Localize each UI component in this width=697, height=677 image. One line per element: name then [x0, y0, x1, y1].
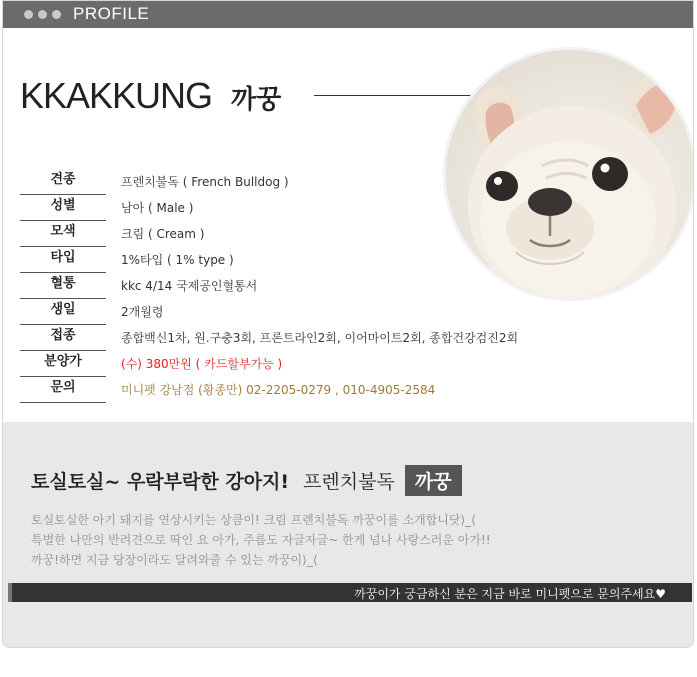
info-label: 문의	[20, 377, 106, 403]
dog-name-english: KKAKKUNG	[20, 75, 213, 116]
promo-line: 까꿍!하면 지금 당장이라도 달려와줄 수 있는 까꿍이⟩_⟨	[31, 553, 318, 567]
info-value: 2개월령	[121, 305, 164, 319]
info-row-type	[20, 247, 620, 273]
info-row-breed	[20, 169, 620, 195]
info-label: 분양가	[20, 351, 106, 377]
info-row-vaccination	[20, 325, 620, 351]
promo-name-tag: 까꿍	[405, 465, 462, 496]
inquiry-banner-text: 까꿍이가 궁금하신 분은 지금 바로 미니펫으로 문의주세요♥	[354, 587, 666, 601]
info-label: 타입	[20, 247, 106, 273]
info-value: 종합백신1차, 원.구충3회, 프론트라인2회, 이어마이트2회, 종합건강검진2회	[121, 331, 519, 345]
info-value: 1%타입 ( 1% type )	[121, 253, 234, 267]
promo-headline-text: 토실토실~ 우락부락한 강아지!	[31, 471, 290, 493]
promo-description	[31, 510, 491, 570]
dog-name-korean: 까꿍	[231, 85, 282, 115]
info-label: 생일	[20, 299, 106, 325]
info-row-sex	[20, 195, 620, 221]
header-title: PROFILE	[73, 4, 150, 23]
info-label: 성별	[20, 195, 106, 221]
three-dots-icon	[24, 10, 61, 19]
promo-section	[3, 422, 693, 648]
info-value: 크림 ( Cream )	[121, 227, 205, 241]
promo-headline	[31, 465, 462, 496]
info-value: 남아 ( Male )	[121, 201, 194, 215]
info-value: 프렌치불독 ( French Bulldog )	[121, 175, 289, 189]
promo-line: 토실토실한 아기 돼지를 연상시키는 상큼이! 크림 프렌치불독 까꿍이를 소개합니닷⟩_⟨	[31, 513, 476, 527]
info-row-color	[20, 221, 620, 247]
info-label: 견종	[20, 169, 106, 195]
info-label: 접종	[20, 325, 106, 351]
info-row-contact	[20, 377, 620, 403]
info-row-birth	[20, 299, 620, 325]
price-value: (수) 380만원 ( 카드할부가능 )	[121, 357, 283, 371]
inquiry-banner	[8, 583, 692, 602]
profile-card	[2, 0, 694, 648]
info-row-price	[20, 351, 620, 377]
promo-line: 특별한 나만의 반려견으로 딱인 요 아가, 주름도 자글자글~ 한게 넘나 사랑스러운 아가!!	[31, 533, 491, 547]
info-value: kkc 4/14 국제공인혈통서	[121, 279, 258, 293]
info-row-pedigree	[20, 273, 620, 299]
profile-header-bar	[3, 1, 693, 28]
info-label: 혈통	[20, 273, 106, 299]
promo-breed: 프렌치불독	[303, 471, 395, 493]
info-label: 모색	[20, 221, 106, 247]
contact-value: 미니펫 강남점 (황종만) 02-2205-0279 , 010-4905-2584	[121, 383, 436, 397]
name-divider-line	[314, 95, 484, 96]
